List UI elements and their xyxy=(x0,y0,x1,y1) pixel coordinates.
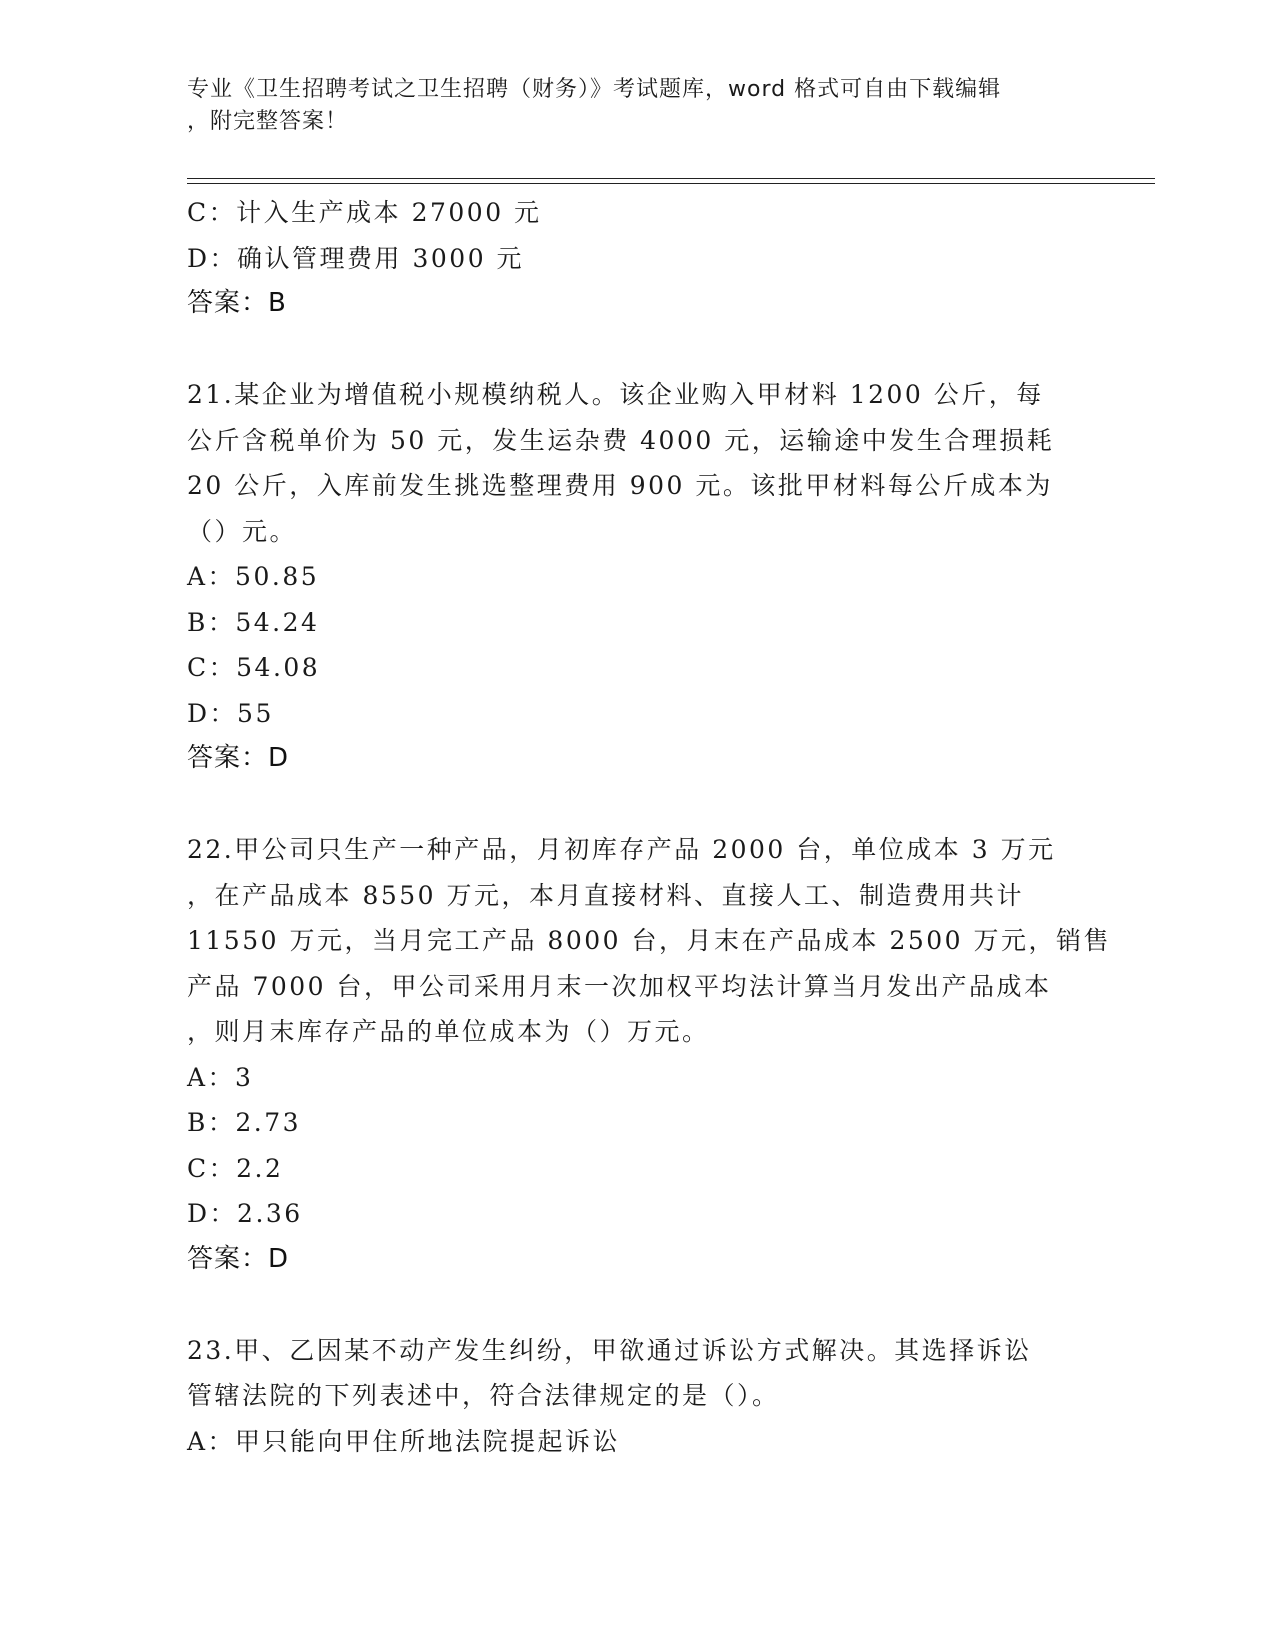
header-divider-bottom xyxy=(187,183,1155,184)
option-d: D：55 xyxy=(187,698,274,728)
header-line-1: 专业《卫生招聘考试之卫生招聘（财务）》考试题库，word 格式可自由下载编辑 xyxy=(187,77,1002,102)
answer-line: 答案：D xyxy=(187,1243,290,1274)
option-c: C：2.2 xyxy=(187,1153,284,1183)
question-21 xyxy=(187,372,1087,782)
header-divider-top xyxy=(187,178,1155,179)
option-c: C：计入生产成本 27000 元 xyxy=(187,198,542,227)
option-d: D：确认管理费用 3000 元 xyxy=(187,243,525,273)
spacer xyxy=(187,782,1087,828)
option-c: C：54.08 xyxy=(187,653,321,682)
question-text-line: 21.某企业为增值税小规模纳税人。该企业购入甲材料 1200 公斤，每 xyxy=(187,380,1044,409)
option-d: D：2.36 xyxy=(187,1199,303,1228)
option-a: A：50.85 xyxy=(187,562,320,591)
option-b: B：54.24 xyxy=(187,607,320,637)
question-text-line: 23.甲、乙因某不动产发生纠纷，甲欲通过诉讼方式解决。其选择诉讼 xyxy=(187,1335,1032,1365)
question-22 xyxy=(187,827,1112,1282)
option-b: B：2.73 xyxy=(187,1108,302,1137)
question-text-line: ，则月末库存产品的单位成本为（）万元。 xyxy=(187,1017,710,1046)
question-text-line: 管辖法院的下列表述中，符合法律规定的是（）。 xyxy=(187,1381,780,1410)
document-header xyxy=(187,74,1087,138)
question-text-line: 20 公斤，入库前发生挑选整理费用 900 元。该批甲材料每公斤成本为 xyxy=(187,471,1053,500)
answer-line: 答案：B xyxy=(187,288,287,318)
question-text-line: 公斤含税单价为 50 元，发生运杂费 4000 元，运输途中发生合理损耗 xyxy=(187,425,1055,455)
answer-line: 答案：D xyxy=(187,743,290,773)
option-a: A：3 xyxy=(187,1062,254,1092)
question-text-line: 11550 万元，当月完工产品 8000 台，月末在产品成本 2500 万元，销售 xyxy=(187,926,1112,955)
spacer xyxy=(187,327,1087,373)
question-text-line: ，在产品成本 8550 万元，本月直接材料、直接人工、制造费用共计 xyxy=(187,880,1025,910)
previous-question-tail xyxy=(187,190,1087,327)
spacer xyxy=(187,1282,1087,1328)
document-body xyxy=(187,190,1112,1464)
question-text-line: （）元。 xyxy=(187,516,298,546)
header-line-2: ，附完整答案！ xyxy=(187,109,349,134)
option-a: A：甲只能向甲住所地法院提起诉讼 xyxy=(187,1426,621,1456)
question-text-line: 产品 7000 台，甲公司采用月末一次加权平均法计算当月发出产品成本 xyxy=(187,971,1052,1001)
question-23 xyxy=(187,1328,1087,1465)
question-text-line: 22.甲公司只生产一种产品，月初库存产品 2000 台，单位成本 3 万元 xyxy=(187,835,1056,864)
